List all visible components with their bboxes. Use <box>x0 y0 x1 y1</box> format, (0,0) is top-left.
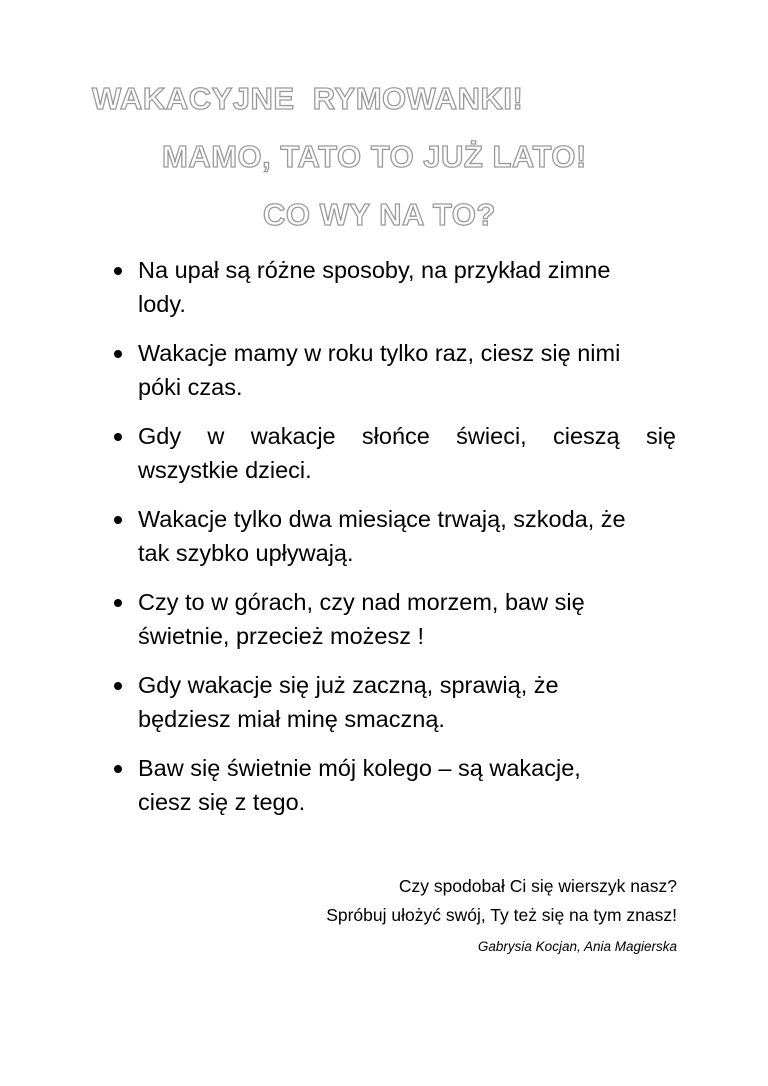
verse-line: Baw się świetnie mój kolego – są wakacje, <box>138 755 581 781</box>
bullet-icon <box>114 516 122 524</box>
verse-item <box>112 668 678 736</box>
verse-line: Wakacje tylko dwa miesiące trwają, szkoda, że <box>138 506 626 532</box>
verse-line: ciesz się z tego. <box>138 789 306 815</box>
verse-item <box>112 751 678 819</box>
title-line-2: MAMO, TATO TO JUŻ LATO! <box>162 139 587 174</box>
verse-item <box>112 336 678 404</box>
verse-line: tak szybko upływają. <box>138 540 354 566</box>
verse-line: Wakacje mamy w roku tylko raz, ciesz się nimi <box>138 340 621 366</box>
verse-line: będziesz miał minę smaczną. <box>138 706 445 732</box>
bullet-icon <box>114 350 122 358</box>
title-line-1: WAKACYJNE RYMOWANKI! <box>92 81 524 116</box>
closing-line-1: Czy spodobał Ci się wierszyk nasz? <box>398 876 677 896</box>
title-line-3: CO WY NA TO? <box>263 197 496 232</box>
verse-line: świetnie, przecież możesz ! <box>138 623 425 649</box>
verse-item <box>112 419 678 487</box>
bullet-icon <box>114 267 122 275</box>
closing-line-2: Spróbuj ułożyć swój, Ty też się na tym znasz! <box>326 905 677 925</box>
bullet-icon <box>114 765 122 773</box>
verse-line: lody. <box>138 291 186 317</box>
closing-couplet <box>326 872 677 930</box>
verse-line: wszystkie dzieci. <box>138 457 312 483</box>
bullet-icon <box>114 599 122 607</box>
bullet-icon <box>114 433 122 441</box>
verse-line: Na upał są różne sposoby, na przykład zimne <box>138 257 611 283</box>
verse-item <box>112 502 678 570</box>
verse-line: Czy to w górach, czy nad morzem, baw się <box>138 589 585 615</box>
authors-signature: Gabrysia Kocjan, Ania Magierska <box>477 939 677 954</box>
verse-line: Gdy w wakacje słońce świeci, cieszą się <box>138 423 676 449</box>
verse-line: Gdy wakacje się już zaczną, sprawią, że <box>138 672 559 698</box>
verse-line: póki czas. <box>138 374 243 400</box>
verse-item <box>112 585 678 653</box>
verse-list <box>112 253 678 834</box>
bullet-icon <box>114 682 122 690</box>
verse-item <box>112 253 678 321</box>
